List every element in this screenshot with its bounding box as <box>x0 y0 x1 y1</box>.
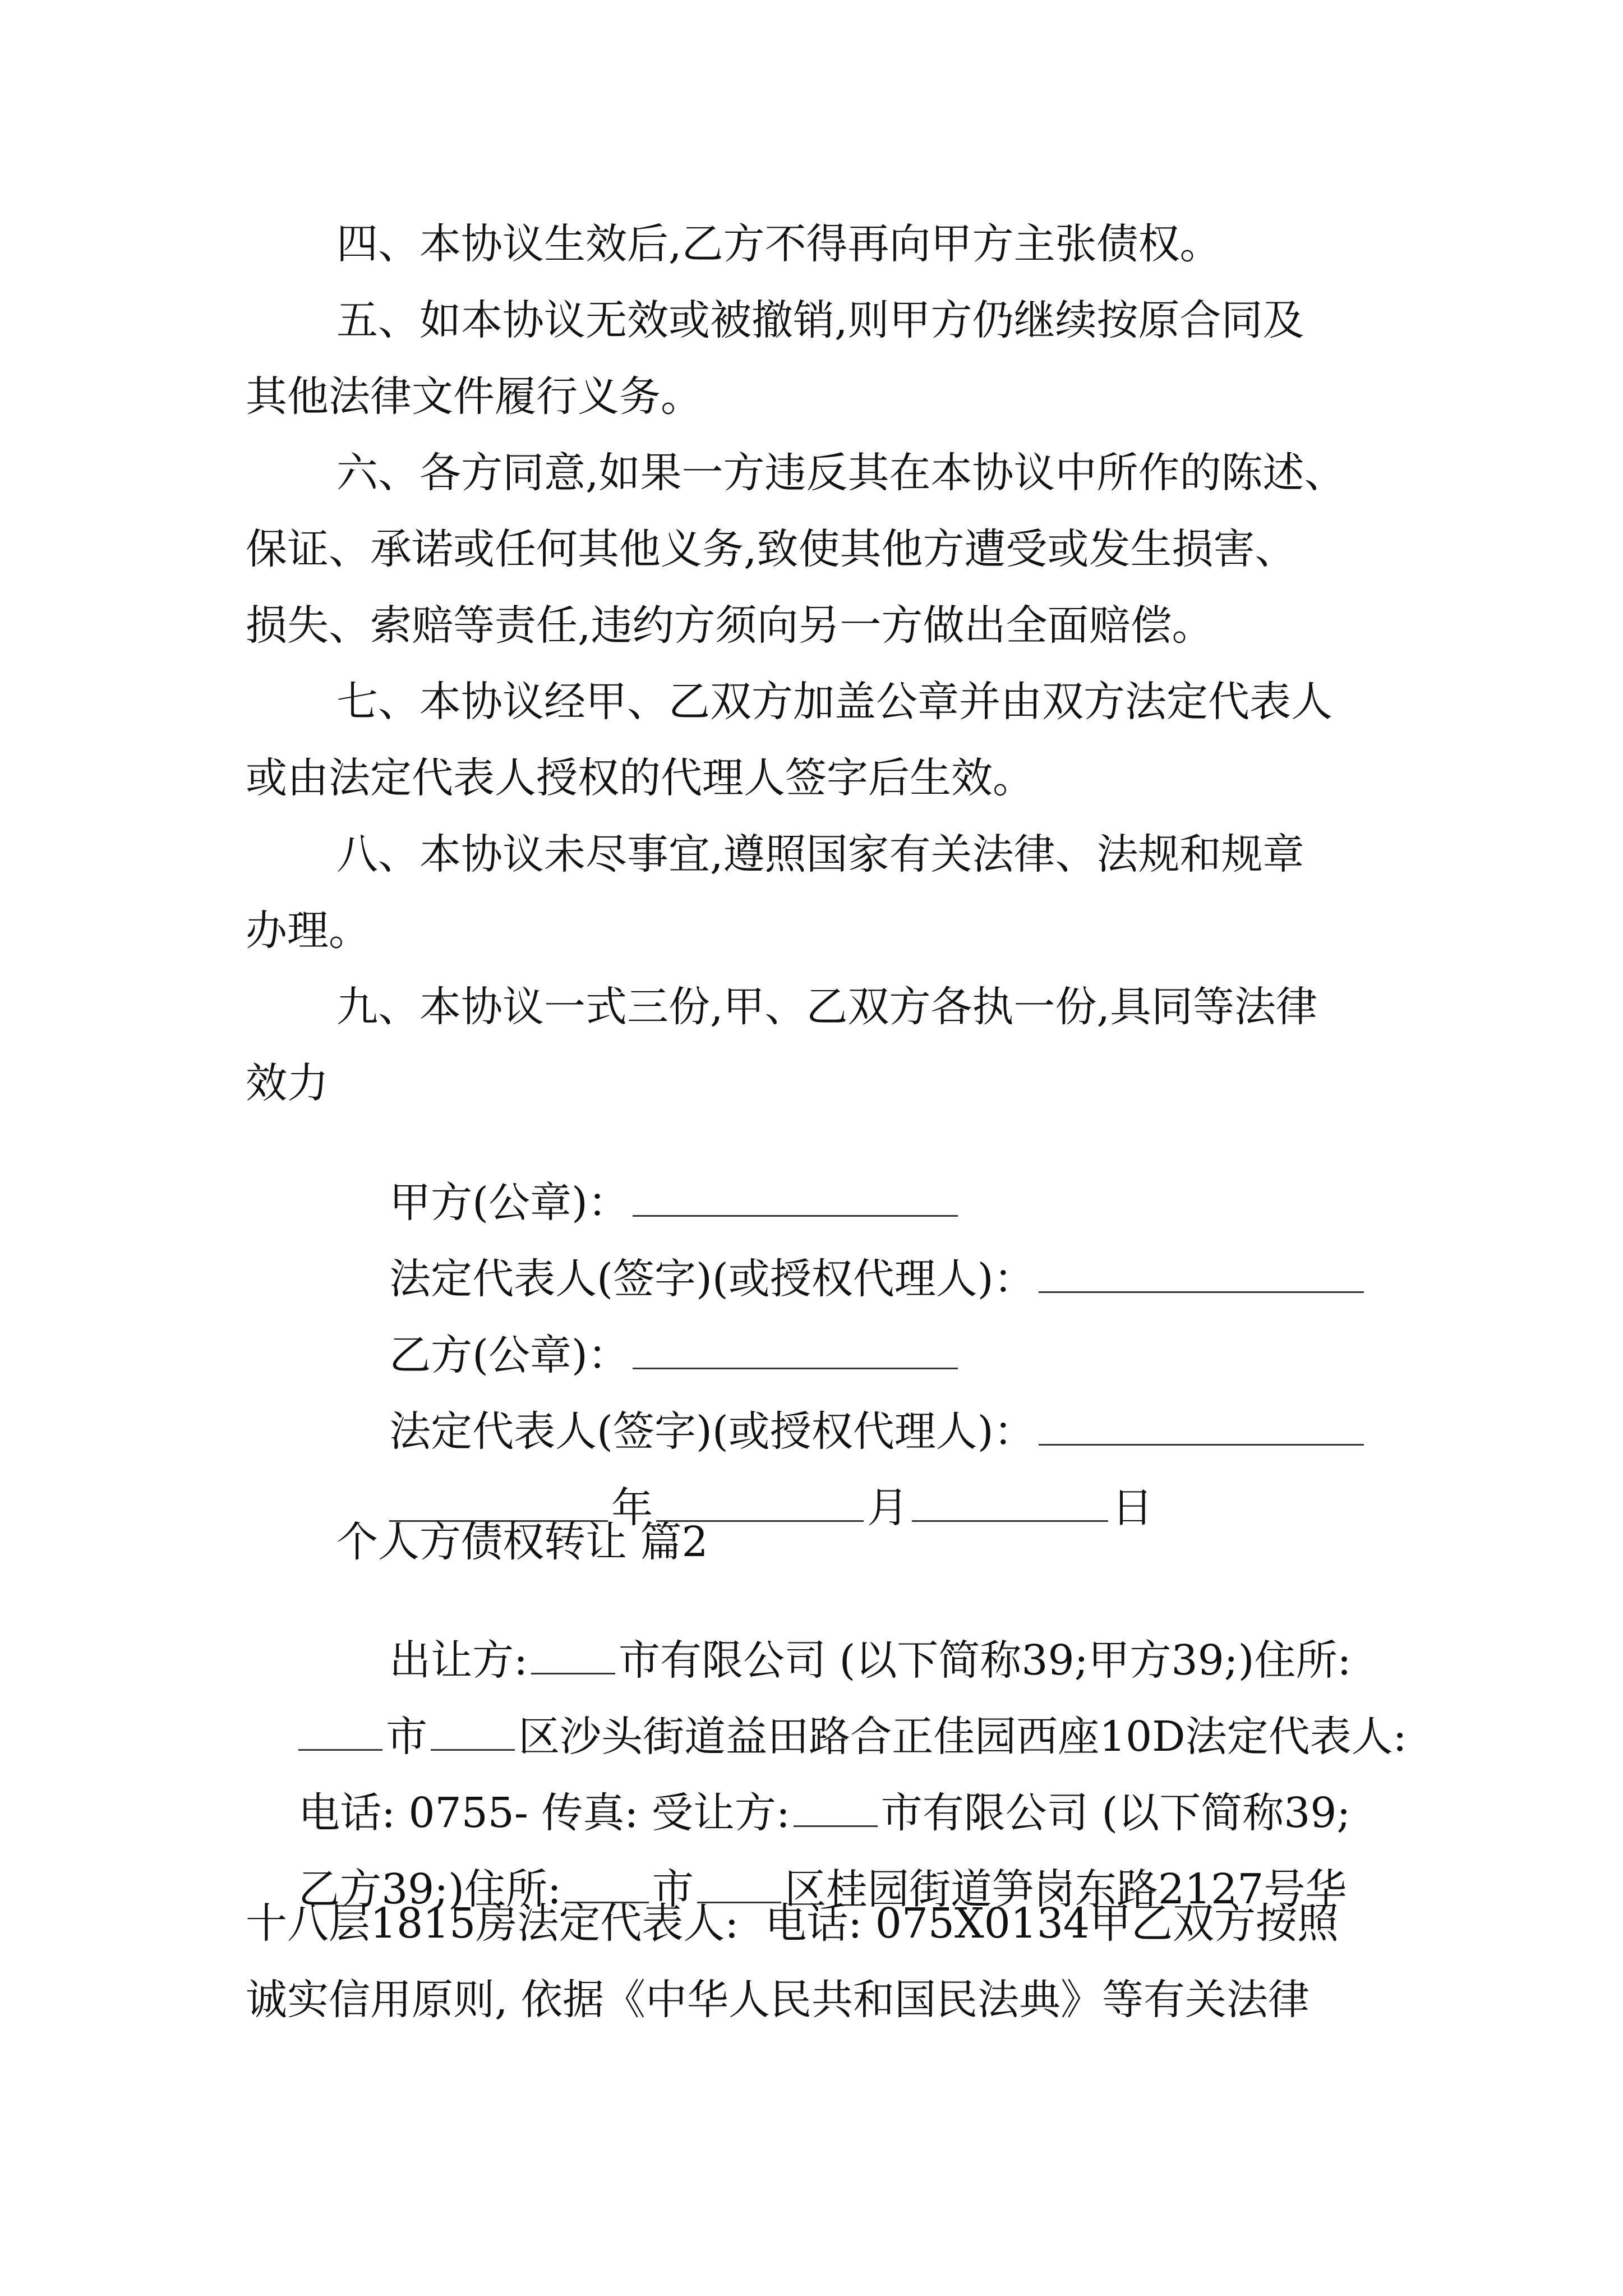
text: 十八层1815房法定代表人: 电话: 075X0134甲乙双方按照 <box>246 1899 1339 1948</box>
clause-5-line-2 <box>0 372 1623 421</box>
clause-5-line-1 <box>0 296 1623 344</box>
blank <box>431 1715 515 1751</box>
clause-text: 七、本协议经甲、乙双方加盖公章并由双方法定代表人 <box>336 678 1332 726</box>
clause-text: 九、本协议一式三份,甲、乙双方各执一份,具同等法律 <box>336 983 1318 1031</box>
clause-7-line-2 <box>0 754 1623 802</box>
clause-text: 保证、承诺或任何其他义务,致使其他方遭受或发生损害、 <box>246 525 1297 573</box>
rep-a-label: 法定代表人(签字)(或授权代理人)： <box>389 1255 1035 1303</box>
clause-text: 其他法律文件履行义务。 <box>246 372 702 421</box>
clause-8-line-1 <box>0 830 1623 878</box>
clause-text: 或由法定代表人授权的代理人签字后生效。 <box>246 754 1034 802</box>
section2-line-5 <box>0 1899 1623 1948</box>
blank <box>298 1715 382 1751</box>
clause-4 <box>0 220 1623 268</box>
clause-text: 损失、索赔等责任,违约方须向另一方做出全面赔偿。 <box>246 601 1214 650</box>
blank <box>565 1868 649 1903</box>
year-label: 年 <box>611 1484 653 1532</box>
section-heading <box>0 1518 1623 1566</box>
clause-text: 六、各方同意,如果一方违反其在本协议中所作的陈述、 <box>336 449 1346 497</box>
text: 市 <box>652 1865 694 1913</box>
text: 市有限公司 (以下简称39; <box>880 1789 1351 1837</box>
year-blank <box>389 1487 608 1522</box>
clause-text: 五、如本协议无效或被撤销,则甲方仍继续按原合同及 <box>336 296 1304 344</box>
month-blank <box>656 1487 864 1522</box>
text: 区桂园街道笋岗东路2127号华 <box>785 1865 1347 1913</box>
blank <box>531 1639 615 1674</box>
clause-8-line-2 <box>0 907 1623 955</box>
section2-line-6 <box>0 1976 1623 2024</box>
clause-text: 四、本协议生效后,乙方不得再向甲方主张债权。 <box>336 220 1221 268</box>
rep-b-blank <box>1039 1410 1364 1446</box>
clause-6-line-1 <box>0 449 1623 497</box>
month-label: 月 <box>867 1484 909 1532</box>
clause-text: 办理。 <box>246 907 370 955</box>
party-b-blank <box>633 1334 958 1369</box>
day-blank <box>912 1487 1108 1522</box>
party-a-blank <box>633 1181 958 1217</box>
clause-text: 八、本协议未尽事宜,遵照国家有关法律、法规和规章 <box>336 830 1304 878</box>
section-heading-text: 个人方债权转让 篇2 <box>336 1518 708 1566</box>
text: 诚实信用原则, 依据《中华人民共和国民法典》等有关法律 <box>246 1976 1310 2024</box>
day-label: 日 <box>1112 1484 1154 1532</box>
clause-7-line-1 <box>0 678 1623 726</box>
clause-6-line-3 <box>0 601 1623 650</box>
blank <box>697 1868 781 1903</box>
text: 区沙头街道益田路合正佳园西座10D法定代表人: <box>518 1713 1407 1761</box>
rep-b-label: 法定代表人(签字)(或授权代理人)： <box>389 1407 1035 1456</box>
clause-text: 效力 <box>246 1059 329 1107</box>
text: 乙方39;)住所: <box>298 1865 561 1913</box>
clause-9-line-2 <box>0 1059 1623 1107</box>
rep-a-blank <box>1039 1258 1364 1293</box>
party-b-label: 乙方(公章)： <box>389 1331 629 1379</box>
blank <box>794 1792 878 1827</box>
transferor-label: 出让方: <box>389 1636 528 1685</box>
text: 市 <box>386 1713 428 1761</box>
party-a-label: 甲方(公章)： <box>389 1179 629 1227</box>
text: 电话: 0755- 传真: 受让方: <box>298 1789 790 1837</box>
clause-6-line-2 <box>0 525 1623 573</box>
clause-9-line-1 <box>0 983 1623 1031</box>
text: 市有限公司 (以下简称39;甲方39;)住所: <box>619 1636 1352 1685</box>
